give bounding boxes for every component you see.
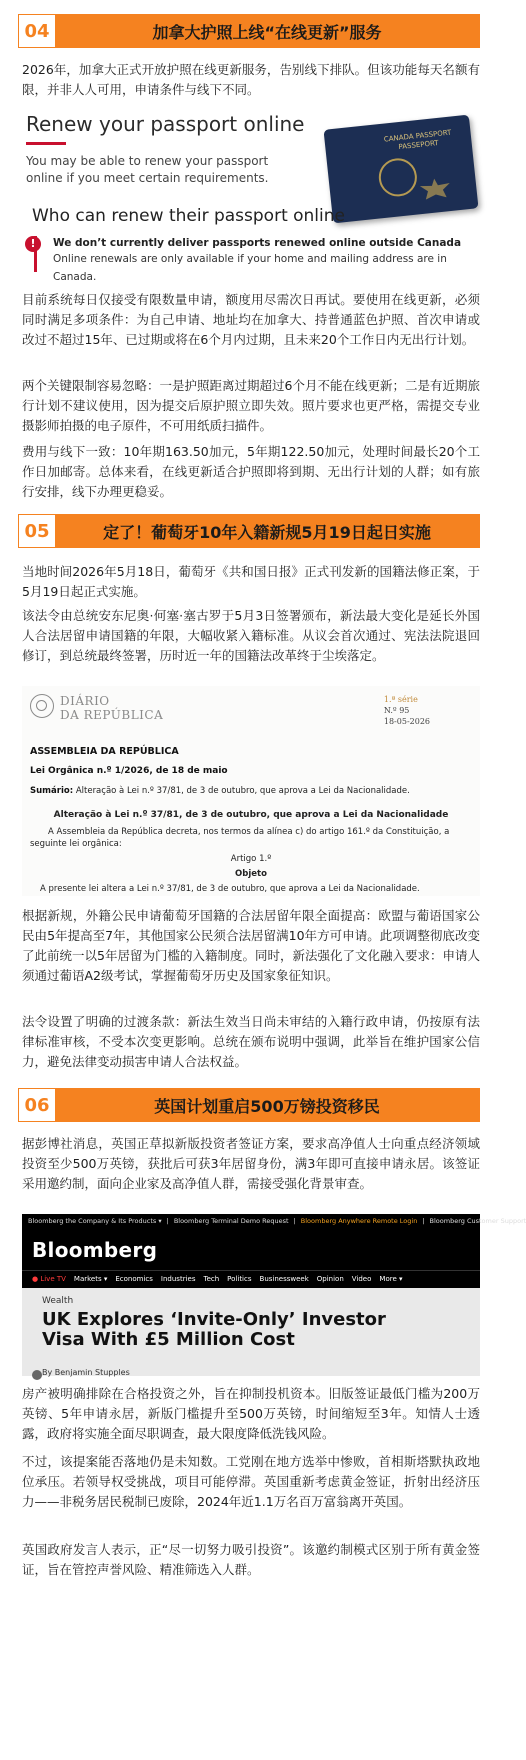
alert-text: Online renewals are only available if your home and mailing address are in Canada. <box>53 253 447 283</box>
passport-cover-image <box>323 115 478 224</box>
article-headline: UK Explores ‘Invite-Only’ Investor Visa With £5 Million Cost <box>42 1309 386 1350</box>
diario-da-republica-image <box>22 686 480 896</box>
author-avatar <box>32 1370 42 1380</box>
paragraph: 房产被明确排除在合格投资之外，旨在抑制投机资本。旧版签证最低门槛为200万英镑、5年申请永居，新版门槛提升至500万英镑，时间缩短至3年。知情人士透露，政府将实施全面尽职调查，最大限度降低洗钱风险。 <box>22 1386 480 1441</box>
section-title: 加拿大护照上线“在线更新”服务 <box>152 22 382 42</box>
maple-leaf-icon <box>419 177 451 200</box>
topbar-products-link[interactable]: Bloomberg the Company & Its Products ▾ <box>28 1217 162 1225</box>
topbar-terminal-link[interactable]: Bloomberg Terminal Demo Request <box>173 1217 289 1225</box>
paragraph: 两个关键限制容易忽略：一是护照距离过期超过6个月不能在线更新；二是有近期旅行计划不建议使用，因为提交后原护照立即失效。照片要求也更严格，需提交专业摄影师拍摄的电子原件，不可用纸质扫描件。 <box>22 378 480 433</box>
amendment-heading: Alteração à Lei n.º 37/81, de 3 de outubro, que aprova a Lei da Nacionalidade <box>53 810 449 820</box>
nav-industries[interactable]: Industries <box>160 1275 196 1283</box>
article-text: A presente lei altera a Lei n.º 37/81, de 3 de outubro, que aprova a Lei da Nacionalidade. <box>40 884 420 894</box>
section-number: 06 <box>19 1089 55 1121</box>
card-subtitle: You may be able to renew your passport online if you meet certain requirements. <box>26 154 269 185</box>
nav-more[interactable]: More ▾ <box>379 1275 403 1283</box>
section-title: 定了！葡萄牙10年入籍新规5月19日起日实施 <box>103 522 431 542</box>
summary-text: Alteração à Lei n.º 37/81, de 3 de outubro, que aprova a Lei da Nacionalidade. <box>73 786 410 796</box>
assembly-heading: ASSEMBLEIA DA REPÚBLICA <box>30 746 179 757</box>
section-number: 04 <box>19 15 55 47</box>
bloomberg-article-screenshot <box>22 1214 526 1377</box>
decree-text: A Assembleia da República decreta, nos termos da alínea c) do artigo 161.º da Constituição, a seguinte lei orgânica: <box>30 827 450 849</box>
live-tv-link[interactable]: ● Live TV <box>32 1275 66 1283</box>
nav-economics[interactable]: Economics <box>115 1275 153 1283</box>
paragraph: 法令设置了明确的过渡条款：新法生效当日尚未审结的入籍行政申请，仍按原有法律标准审核，不受本次变更影响。总统在颁布说明中强调，此举旨在维护国家公信力，避免法律变动损害申请人合法权益。 <box>22 1014 480 1069</box>
gazette-issue-info <box>384 694 430 727</box>
section-header-04 <box>18 14 480 48</box>
paragraph: 费用与线下一致：10年期163.50加元，5年期122.50加元，处理时间最长20个工作日加邮寄。总体来看，在线更新适合护照即将到期、无出行计划的人群；如有旅行安排，线下办理更稳妥。 <box>22 444 480 499</box>
passport-renew-card <box>26 112 476 192</box>
article-number: Artigo 1.º <box>230 854 272 864</box>
alert-heading: We don’t currently deliver passports renewed online outside Canada <box>53 237 462 249</box>
paragraph: 当地时间2026年5月18日，葡萄牙《共和国日报》正式刊发新的国籍法修正案，于5月19日起正式实施。 <box>22 564 480 599</box>
paragraph: 不过，该提案能否落地仍是未知数。工党刚在地方选举中惨败，首相斯塔默执政地位承压。若领导权受挑战，项目可能停滞。英国重新考虑黄金签证，折射出经济压力——非税务居民税制已废除，2024年近1.1万名百万富翁离开英国。 <box>22 1454 480 1509</box>
warning-icon: ! <box>25 236 41 252</box>
coat-of-arms-icon <box>377 156 419 198</box>
paragraph: 该法令由总统安东尼奥·何塞·塞古罗于5月3日签署颁布，新法最大变化是延长外国人合法居留申请国籍的年限，大幅收紧入籍标准。从议会首次通过、宪法法院退回修订，到总统最终签署，历时近一年的国籍法改革终于尘埃落定。 <box>22 608 480 663</box>
nav-businessweek[interactable]: Businessweek <box>259 1275 309 1283</box>
section-number: 05 <box>19 515 55 547</box>
who-can-renew-heading: Who can renew their passport online <box>32 206 345 226</box>
gazette-series: 1.ª série <box>383 695 418 704</box>
gazette-title-line2: DA REPÚBLICA <box>60 708 164 722</box>
gazette-number: N.º 95 <box>383 706 410 715</box>
nav-video[interactable]: Video <box>351 1275 372 1283</box>
article-author: By Benjamin Stupples <box>42 1368 130 1377</box>
section-header-05 <box>18 514 480 548</box>
passport-cover-text: CANADA PASSPORT PASSEPORT <box>383 128 452 152</box>
section-title: 英国计划重启500万镑投资移民 <box>154 1096 380 1116</box>
gazette-title <box>60 694 163 722</box>
paragraph: 2026年，加拿大正式开放护照在线更新服务，告别线下排队。但该功能每天名额有限，并非人人可用，申请条件与线下不同。 <box>22 62 480 97</box>
nav-markets[interactable]: Markets ▾ <box>73 1275 108 1283</box>
law-summary <box>30 786 410 796</box>
topbar-support-link[interactable]: Bloomberg Customer Support <box>429 1217 526 1225</box>
bloomberg-logo[interactable]: Bloomberg <box>32 1238 158 1262</box>
law-title: Lei Orgânica n.º 1/2026, de 18 de maio <box>30 766 228 776</box>
topbar-divider: | <box>166 1217 169 1225</box>
alert-box <box>30 236 474 283</box>
paragraph: 根据新规，外籍公民申请葡萄牙国籍的合法居留年限全面提高：欧盟与葡语国家公民由5年提高至7年，其他国家公民须合法居留满10年方可申请。此项调整彻底改变了此前统一以5年居留为门槛的入籍制度。同时，新法强化了文化融入要求：申请人须通过葡语A2级考试，掌握葡萄牙历史及国家象征知识。 <box>22 908 480 983</box>
paragraph: 据彭博社消息，英国正草拟新版投资者签证方案，要求高净值人士向重点经济领域投资至少500万英镑，获批后可获3年居留身份，满3年即可直接申请永居。该签证采用邀约制，面向企业家及高净值人群，需接受强化背景审查。 <box>22 1136 480 1191</box>
title-underline <box>26 142 66 145</box>
topbar-divider: | <box>293 1217 296 1225</box>
section-header-06 <box>18 1088 480 1122</box>
nav-politics[interactable]: Politics <box>227 1275 252 1283</box>
paragraph: 目前系统每日仅接受有限数量申请，额度用尽需次日再试。要使用在线更新，必须同时满足多项条件：为自己申请、地址均在加拿大、持普通蓝色护照、首次申请或改过不超过15年、已过期或将在6个月内过期，且未来20个工作日内无出行计划。 <box>22 292 480 347</box>
gazette-title-line1: DIÁRIO <box>60 694 110 708</box>
bloomberg-article-body <box>22 1288 480 1376</box>
topbar-remote-login-link[interactable]: Bloomberg Anywhere Remote Login <box>300 1217 418 1225</box>
nav-opinion[interactable]: Opinion <box>316 1275 344 1283</box>
nav-tech[interactable]: Tech <box>203 1275 220 1283</box>
summary-label: Sumário: <box>30 786 74 796</box>
bloomberg-nav <box>22 1270 480 1287</box>
topbar-divider: | <box>422 1217 425 1225</box>
bloomberg-topbar <box>22 1214 526 1228</box>
republic-seal-icon <box>30 694 54 718</box>
article-object: Objeto <box>235 869 267 879</box>
paragraph: 英国政府发言人表示，正“尽一切努力吸引投资”。该邀约制模式区别于所有黄金签证，旨在管控声誉风险、精准筛选入人群。 <box>22 1542 480 1577</box>
card-title: Renew your passport online <box>26 112 305 136</box>
gazette-date: 18-05-2026 <box>383 717 430 726</box>
article-kicker[interactable]: Wealth <box>42 1296 74 1306</box>
